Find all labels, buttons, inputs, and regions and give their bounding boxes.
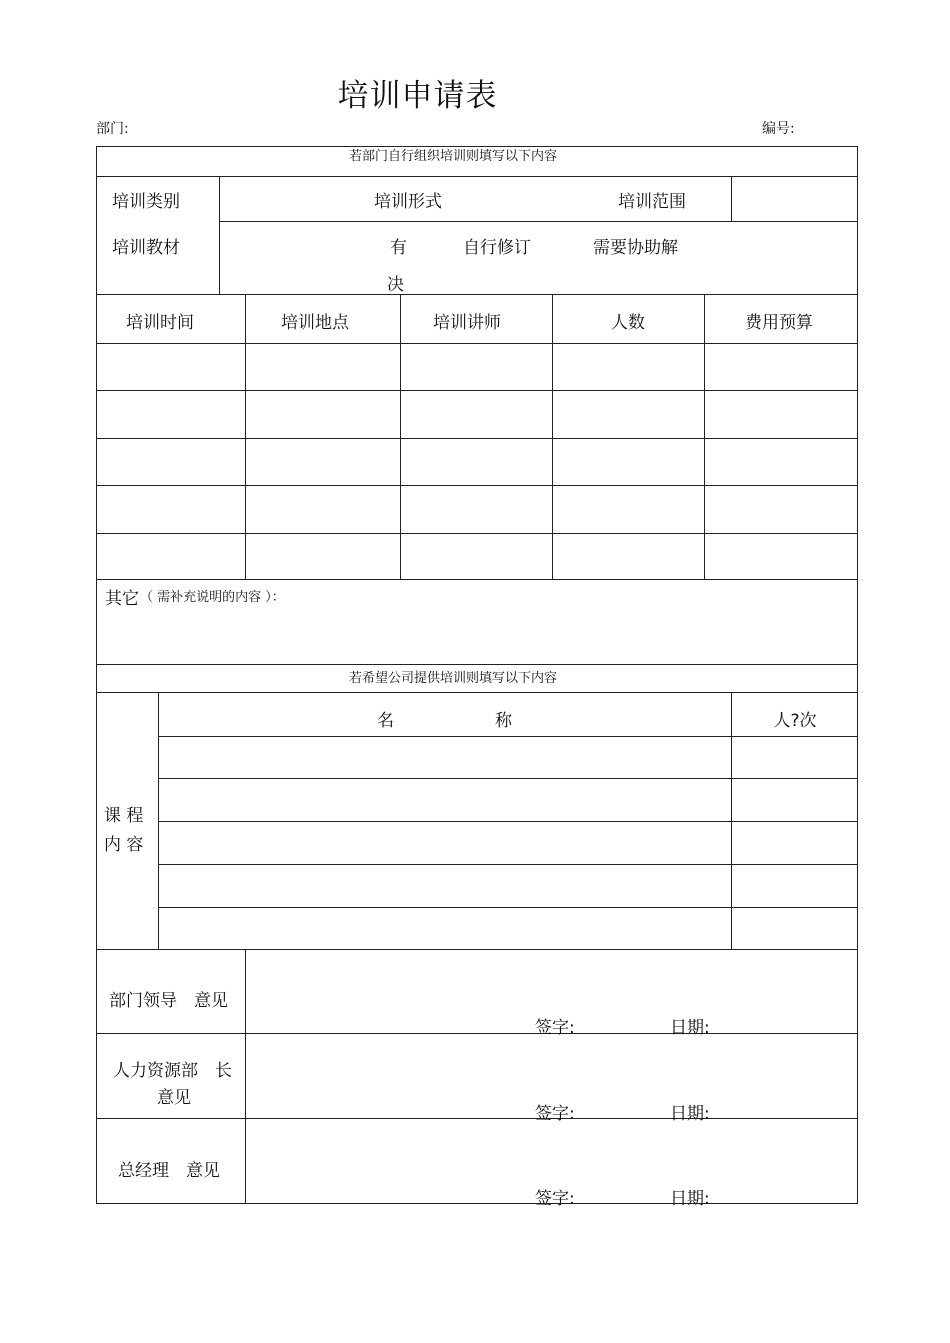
department-label: 部门:: [96, 121, 129, 137]
hr-opinion-label-line1: 人力资源部 长: [113, 1061, 232, 1081]
material-option-need-help: 需要协助解: [593, 238, 678, 258]
gm-sign: 签字:: [535, 1189, 575, 1209]
dept-leader-opinion-label: 部门领导 意见: [109, 991, 228, 1011]
column-training-location: 培训地点: [281, 313, 349, 333]
hr-date: 日期:: [670, 1104, 710, 1124]
column-training-time: 培训时间: [126, 313, 194, 333]
course-label-line2: 内 容: [104, 835, 144, 855]
training-type-label: 培训类别: [112, 192, 180, 212]
training-scope-label: 培训范围: [618, 192, 686, 212]
material-option-need-help-cont: 决: [387, 275, 404, 295]
column-headcount: 人数: [611, 313, 645, 333]
course-label-line1: 课 程: [104, 806, 144, 826]
section1-heading: 若部门自行组织培训则填写以下内容: [348, 149, 558, 164]
other-label: 其它: [105, 589, 139, 609]
training-material-label: 培训教材: [112, 238, 180, 258]
hr-sign: 签字:: [535, 1104, 575, 1124]
column-budget: 费用预算: [745, 313, 813, 333]
dept-leader-date: 日期:: [670, 1018, 710, 1038]
count-col: 人?次: [773, 711, 817, 731]
section2-heading: 若希望公司提供培训则填写以下内容: [348, 671, 558, 686]
name-col-a: 名: [377, 711, 394, 731]
gm-date: 日期:: [670, 1189, 710, 1209]
other-note: （ 需补充说明的内容 ）：: [140, 590, 285, 605]
hr-opinion-label-line2: 意见: [157, 1088, 191, 1108]
training-form-label: 培训形式: [374, 192, 442, 212]
material-option-have: 有: [390, 238, 407, 258]
gm-opinion-label: 总经理 意见: [118, 1161, 220, 1181]
column-trainer: 培训讲师: [433, 313, 501, 333]
material-option-self-revise: 自行修订: [463, 238, 531, 258]
dept-leader-sign: 签字:: [535, 1018, 575, 1038]
name-col-b: 称: [495, 711, 512, 731]
page-title: 培训申请表: [337, 78, 498, 114]
number-label: 编号:: [762, 121, 795, 137]
